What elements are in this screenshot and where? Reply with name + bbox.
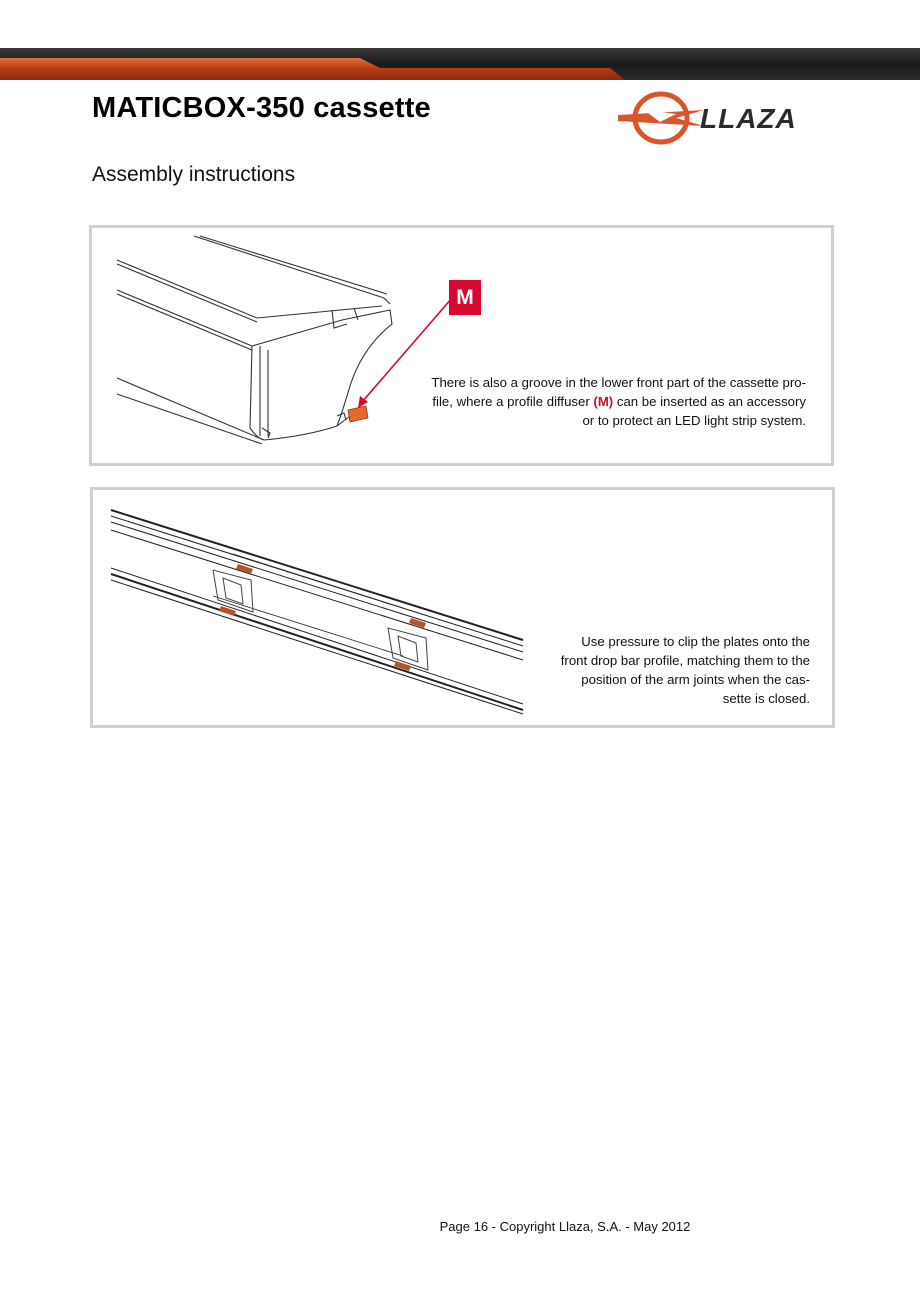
page-subtitle: Assembly instructions bbox=[92, 163, 296, 186]
step2-line: front drop bar profile, matching them to the bbox=[560, 653, 810, 668]
step1-line bbox=[392, 392, 806, 411]
step1-line: or to protect an LED light strip system. bbox=[582, 413, 806, 428]
step2-description bbox=[520, 632, 810, 708]
cassette-profile-illustration bbox=[92, 228, 837, 469]
step2-line: position of the arm joints when the cas- bbox=[581, 672, 810, 687]
step1-text: can be inserted as an accessory bbox=[613, 394, 806, 409]
diffuser-ref: (M) bbox=[593, 394, 614, 409]
header-band bbox=[0, 48, 920, 84]
marker-m-badge: M bbox=[449, 280, 481, 315]
logo-text: LLAZA bbox=[700, 103, 797, 134]
page-footer: Page 16 - Copyright Llaza, S.A. - May 2012 bbox=[439, 1219, 691, 1234]
step1-text: file, where a profile diffuser bbox=[432, 394, 594, 409]
step1-line: There is also a groove in the lower front part of the cassette pro- bbox=[431, 375, 806, 390]
step2-line: sette is closed. bbox=[722, 691, 810, 706]
step1-description bbox=[392, 373, 806, 430]
step2-line: Use pressure to clip the plates onto the bbox=[581, 634, 810, 649]
page-title: MATICBOX-350 cassette bbox=[92, 92, 431, 124]
